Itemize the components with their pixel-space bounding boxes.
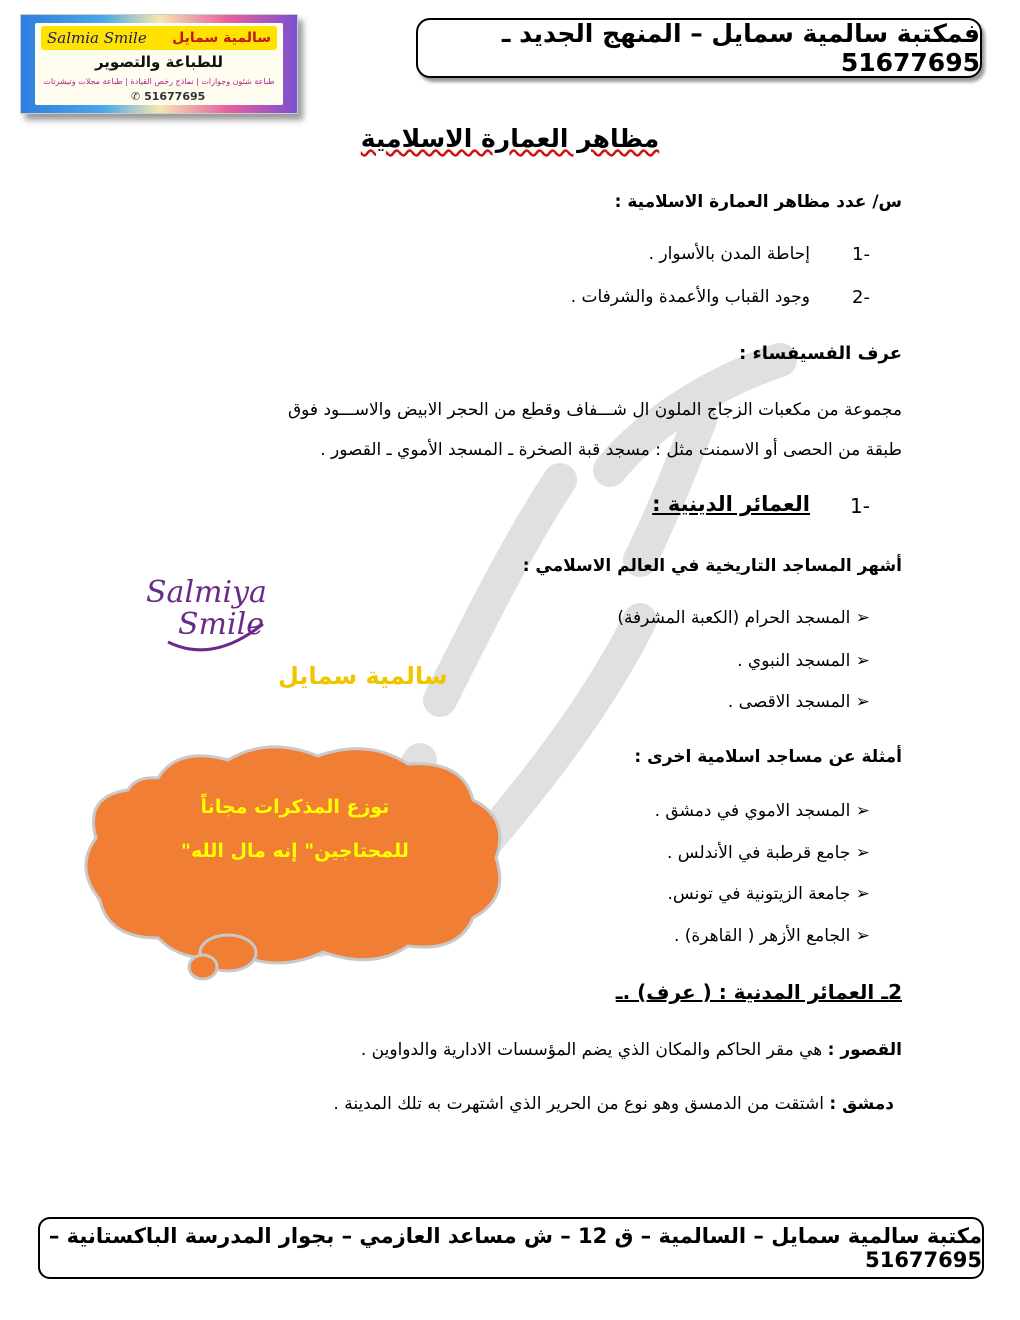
list-item: وجود القباب والأعمدة والشرفات . [570, 287, 810, 307]
logo-phone-number: 51677695 [144, 90, 206, 103]
list-item: ➢ جامعة الزيتونية في تونس. [667, 884, 870, 904]
list-item: ➢ المسجد الحرام (الكعبة المشرفة) [617, 608, 870, 628]
damask-definition [333, 1094, 894, 1114]
header-box [416, 18, 982, 78]
whatsapp-icon: ✆ [131, 90, 141, 103]
famous-mosques-heading: أشهر المساجد التاريخية في العالم الاسلامي : [522, 556, 902, 576]
list-item: ➢ المسجد الاموي في دمشق . [654, 801, 870, 821]
mosaic-heading: عرف الفسيفساء : [739, 343, 902, 364]
palaces-definition [361, 1040, 902, 1060]
list-item: إحاطة المدن بالأسوار . [648, 244, 810, 264]
list-number: -2 [852, 287, 870, 308]
damask-term: دمشق : [829, 1094, 894, 1114]
list-item: ➢ المسجد النبوي . [737, 651, 870, 671]
callout-line-1: توزع المذكرات مجاناً [200, 796, 390, 818]
mosaic-line-2: طبقة من الحصى أو الاسمنت مثل : مسجد قبة الصخرة ـ المسجد الأموي ـ القصور . [320, 440, 902, 460]
check-arrow-icon: ➢ [850, 843, 870, 863]
religious-heading: العمائر الدينية : [652, 492, 810, 516]
callout-line-2: للمحتاجين" إنه مال الله" [181, 840, 409, 862]
logo-name-ar: سالمية سمايل [172, 30, 271, 46]
palaces-text: هي مقر الحاكم والمكان الذي يضم المؤسسات الادارية والدواوين . [360, 1040, 823, 1060]
check-arrow-icon: ➢ [850, 608, 870, 628]
logo-name-en: Salmia Smile [47, 29, 147, 47]
damask-text: اشتقت من الدمسق وهو نوع من الحرير الذي اشتهرت به تلك المدينة . [333, 1094, 824, 1114]
page-title: مظاهر العمارة الاسلامية [360, 124, 660, 153]
footer-box [38, 1217, 984, 1279]
question-heading: س/ عدد مظاهر العمارة الاسلامية : [614, 192, 902, 212]
check-arrow-icon: ➢ [850, 801, 870, 821]
palaces-term: القصور : [827, 1040, 902, 1060]
smile-logo-en2: Smile [178, 607, 264, 642]
list-item: ➢ المسجد الاقصى . [727, 692, 870, 712]
logo-phone [131, 90, 205, 103]
check-arrow-icon: ➢ [850, 884, 870, 904]
list-item: ➢ الجامع الأزهر ( القاهرة) . [673, 926, 870, 946]
check-arrow-icon: ➢ [850, 692, 870, 712]
shop-logo [20, 14, 298, 114]
check-arrow-icon: ➢ [850, 651, 870, 671]
header-text: فمكتبة سالمية سمايل – المنهج الجديد ـ 51677695 [501, 19, 980, 77]
smile-logo-ar: سالمية سمايل [278, 662, 448, 690]
list-item: ➢ جامع قرطبة في الأندلس . [666, 843, 870, 863]
other-mosques-heading: أمثلة عن مساجد اسلامية اخرى : [634, 747, 902, 767]
check-arrow-icon: ➢ [850, 926, 870, 946]
mosaic-line-1: مجموعة من مكعبات الزجاج الملون ال شـــفاف وقطع من الحجر الابيض والاســـود فوق [287, 400, 902, 420]
logo-services: طباعة شئون وجوازات | نماذج رخص القيادة | طباعة مجلات وتيشرتات [43, 77, 275, 86]
footer-text: مكتبة سالمية سمايل – السالمية – ق 12 – ش مساعد العازمي – بجوار المدرسة الباكستانية – 51677695 [48, 1224, 982, 1272]
smile-logo-en1: Salmiya [146, 575, 267, 610]
logo-tagline: للطباعة والتصوير [94, 53, 224, 71]
callout-cloud [78, 738, 512, 990]
list-number: -1 [852, 244, 870, 265]
section-number: -1 [850, 494, 870, 518]
civil-heading: 2ـ العمائر المدنية : ( عرف) .ـ [615, 980, 902, 1004]
salmiya-smile-logo [138, 564, 448, 704]
